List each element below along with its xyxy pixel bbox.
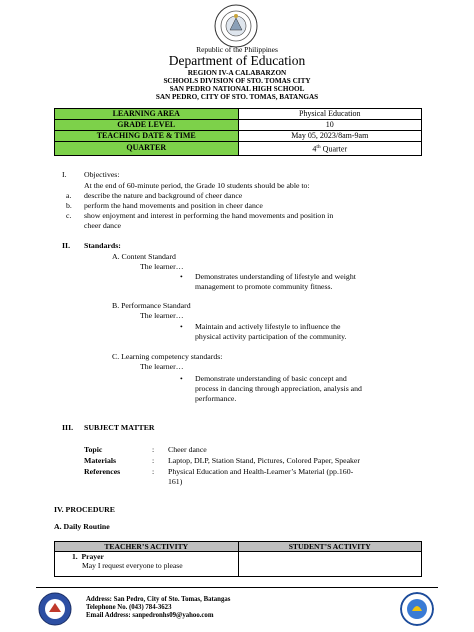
bullet-icon: •: [180, 322, 183, 331]
subject-value: Laptop, DLP, Station Stand, Pictures, Colored Paper, Speaker: [168, 456, 360, 465]
subject-colon: :: [152, 456, 155, 465]
procedure-title: IV. PROCEDURE: [54, 505, 115, 514]
objective-text: describe the nature and background of cheer dance: [84, 191, 243, 200]
objectives-intro: At the end of 60-minute period, the Grade 10 students should be able to:: [84, 181, 310, 190]
school-name: SAN PEDRO NATIONAL HIGH SCHOOL: [169, 85, 305, 93]
subject-value-cont: 161): [168, 477, 183, 486]
objective-letter: c.: [66, 211, 72, 220]
student-activity-cell: [238, 552, 422, 577]
info-key: LEARNING AREA: [55, 109, 239, 120]
bullet-icon: •: [180, 272, 183, 281]
subject-value: Cheer dance: [168, 445, 207, 454]
student-activity-header: STUDENT’S ACTIVITY: [238, 542, 422, 552]
teacher-activity-header: TEACHER’S ACTIVITY: [55, 542, 239, 552]
standard-text: Maintain and actively lifestyle to influence the: [195, 322, 341, 331]
daily-routine-title: A. Daily Routine: [54, 522, 110, 531]
activity-table: [54, 541, 422, 577]
bullet-icon: •: [180, 374, 183, 383]
info-key: TEACHING DATE & TIME: [55, 131, 239, 142]
performance-standard-label: B. Performance Standard: [112, 301, 191, 310]
info-key: GRADE LEVEL: [55, 120, 239, 131]
item-number: 1.: [72, 552, 78, 561]
standards-title: Standards:: [84, 241, 121, 250]
teacher-activity-text: May I request everyone to please: [82, 561, 183, 570]
objective-text-cont: cheer dance: [84, 221, 122, 230]
objectives-numeral: I.: [62, 170, 67, 179]
subject-key: References: [84, 467, 121, 476]
info-value: 10: [238, 120, 422, 131]
standard-text: Demonstrates understanding of lifestyle and weight: [195, 272, 356, 281]
info-value: May 05, 2023/8am-9am: [238, 131, 422, 142]
division-text: SCHOOLS DIVISION OF STO. TOMAS CITY: [163, 77, 311, 85]
standard-text: physical activity participation of the community.: [195, 332, 347, 341]
learner-text: The learner…: [140, 362, 184, 371]
info-value: Physical Education: [238, 109, 422, 120]
subject-key: Materials: [84, 456, 117, 465]
objectives-title: Objectives:: [84, 170, 120, 179]
department-title: Department of Education: [168, 53, 306, 68]
item-title: Prayer: [81, 552, 104, 561]
quarter-number: 4: [312, 144, 317, 154]
standard-text: process in dancing through appreciation, analysis and: [195, 384, 362, 393]
learner-text: The learner…: [140, 262, 184, 271]
standard-text: Demonstrate understanding of basic concept and: [195, 374, 347, 383]
competency-standard-label: C. Learning competency standards:: [112, 352, 223, 361]
subject-colon: :: [152, 467, 155, 476]
standards-numeral: II.: [62, 241, 71, 250]
school-logo-icon: [400, 592, 434, 626]
republic-text: Republic of the Philippines: [196, 45, 278, 54]
teacher-activity-cell: [55, 552, 239, 577]
footer-email: Email Address: sanpedronhs09@yahoo.com: [86, 612, 214, 619]
subject-numeral: III.: [62, 423, 74, 432]
objective-text: perform the hand movements and position in cheer dance: [84, 201, 263, 210]
quarter-suffix: th: [316, 144, 321, 150]
content-standard-label: A. Content Standard: [112, 252, 176, 261]
table-row: [55, 142, 422, 156]
school-address: SAN PEDRO, CITY OF STO. TOMAS, BATANGAS: [155, 93, 319, 101]
learner-text: The learner…: [140, 311, 184, 320]
prayer-heading: [58, 552, 235, 561]
info-value: [238, 142, 422, 156]
objective-letter: a.: [66, 191, 72, 200]
standard-text: management to promote community fitness.: [195, 282, 333, 291]
table-row: [55, 109, 422, 120]
table-row: [55, 552, 422, 577]
footer-telephone: Telephone No. (043) 784-3623: [86, 604, 172, 611]
objective-text: show enjoyment and interest in performing the hand movements and position in: [84, 211, 334, 220]
standard-text: performance.: [195, 394, 237, 403]
objective-letter: b.: [66, 201, 72, 210]
table-row: [55, 131, 422, 142]
deped-logo-icon: [38, 592, 72, 626]
subject-title: SUBJECT MATTER: [84, 423, 155, 432]
subject-colon: :: [152, 445, 155, 454]
info-key: QUARTER: [55, 142, 239, 156]
lesson-info-table: [54, 108, 422, 156]
footer-divider: [36, 587, 438, 588]
subject-value: Physical Education and Health-Learner’s Material (pp.160-: [168, 467, 354, 476]
subject-key: Topic: [84, 445, 103, 454]
footer-address: Address: San Pedro, City of Sto. Tomas, Batangas: [86, 596, 231, 603]
table-row: [55, 120, 422, 131]
deped-seal-icon: [214, 4, 258, 48]
region-text: REGION IV-A CALABARZON: [187, 69, 287, 77]
table-row: [55, 542, 422, 552]
quarter-word: Quarter: [320, 144, 348, 154]
